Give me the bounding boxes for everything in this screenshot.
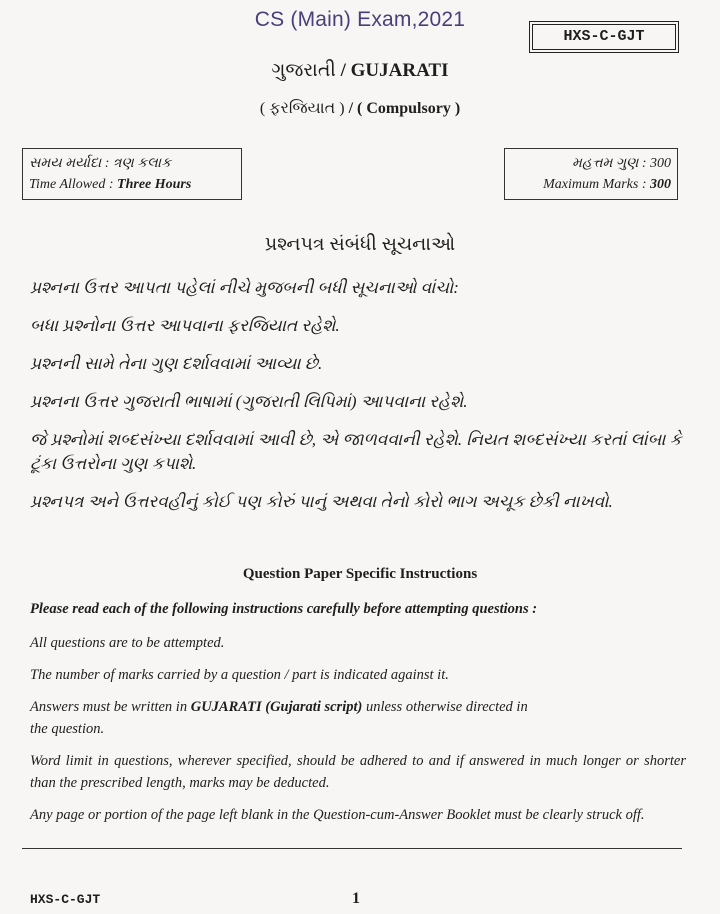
gujarati-instructions-intro: પ્રશ્નના ઉત્તર આપતા પહેલાં નીચે મુજબની બધી સૂચનાઓ વાંચો: [30,278,459,297]
compulsory-label [0,100,720,118]
time-allowed-box [22,148,242,200]
compulsory-english: ( Compulsory ) [357,100,461,117]
gujarati-instruction-item: બધા પ્રશ્નોના ઉત્તર આપવાના ફરજિયાત રહેશે. [30,316,340,335]
maximum-marks-gujarati: મહત્તમ ગુણ : 300 [571,156,671,171]
gujarati-instruction-item: જે પ્રશ્નોમાં શબ્દસંખ્યા દર્શાવવામાં આવી છે, એ જાળવવાની રહેશે. નિયત શબ્દસંખ્યા કરતાં લાંબા કે ટૂંકા ઉત્તરોના ગુણ કપાશે. [30,430,682,473]
subject-gujarati: ગુજરાતી [271,60,336,81]
maximum-marks-english [511,174,671,195]
subject-separator: / [335,60,351,81]
maximum-marks-box [504,148,678,200]
bottom-divider [22,848,682,849]
gujarati-instruction-item: પ્રશ્નની સામે તેના ગુણ દર્શાવવામાં આવ્યા છે. [30,354,323,373]
english-instruction-item: Any page or portion of the page left blank in the Question-cum-Answer Booklet must be clearly struck off. [30,807,645,823]
gujarati-instructions-heading: પ્રશ્નપત્ર સંબંધી સૂચનાઓ [264,234,456,255]
compulsory-gujarati: ( ફરજિયાત ) [259,100,345,117]
page-number: 1 [352,890,360,907]
time-allowed-gujarati: સમય મર્યાદા : ત્રણ કલાક [29,156,171,171]
subject-title [0,60,720,82]
gujarati-instruction-item: પ્રશ્નપત્ર અને ઉત્તરવહીનું કોઈ પણ કોરું પાનું અથવા તેનો કોરો ભાગ અચૂક છેકી નાખવો. [30,492,613,511]
english-instruction-item: All questions are to be attempted. [30,635,225,651]
english-instructions-heading: Question Paper Specific Instructions [242,566,478,582]
subject-english: GUJARATI [350,60,449,81]
time-allowed-label: Time Allowed : [29,177,118,192]
english-instruction-item: The number of marks carried by a question / part is indicated against it. [30,667,449,683]
script-item-bold: GUJARATI (Gujarati script) [190,699,363,715]
exam-title: CS (Main) Exam,2021 [254,8,466,31]
script-item-pre: Answers must be written in [30,699,191,715]
script-item-tail: the question. [30,721,105,737]
time-allowed-value: Three Hours [117,177,192,192]
paper-code-box: HXS-C-GJT [532,24,676,50]
maximum-marks-label: Maximum Marks : [543,177,650,192]
time-allowed-english [29,174,235,195]
english-instruction-item-script [30,696,686,740]
english-instruction-item: Word limit in questions, wherever specified, should be adhered to and if answered in much longer or shorter than the prescribed length, marks may be deducted. [30,753,686,791]
footer-paper-code: HXS-C-GJT [30,892,101,907]
gujarati-instruction-item: પ્રશ્નના ઉત્તર ગુજરાતી ભાષામાં (ગુજરાતી લિપિમાં) આપવાના રહેશે. [30,392,468,411]
script-item-post: unless otherwise directed in [362,699,528,715]
compulsory-separator: / [344,100,358,117]
maximum-marks-value: 300 [650,177,671,192]
english-instructions-intro: Please read each of the following instructions carefully before attempting questions : [30,601,538,617]
